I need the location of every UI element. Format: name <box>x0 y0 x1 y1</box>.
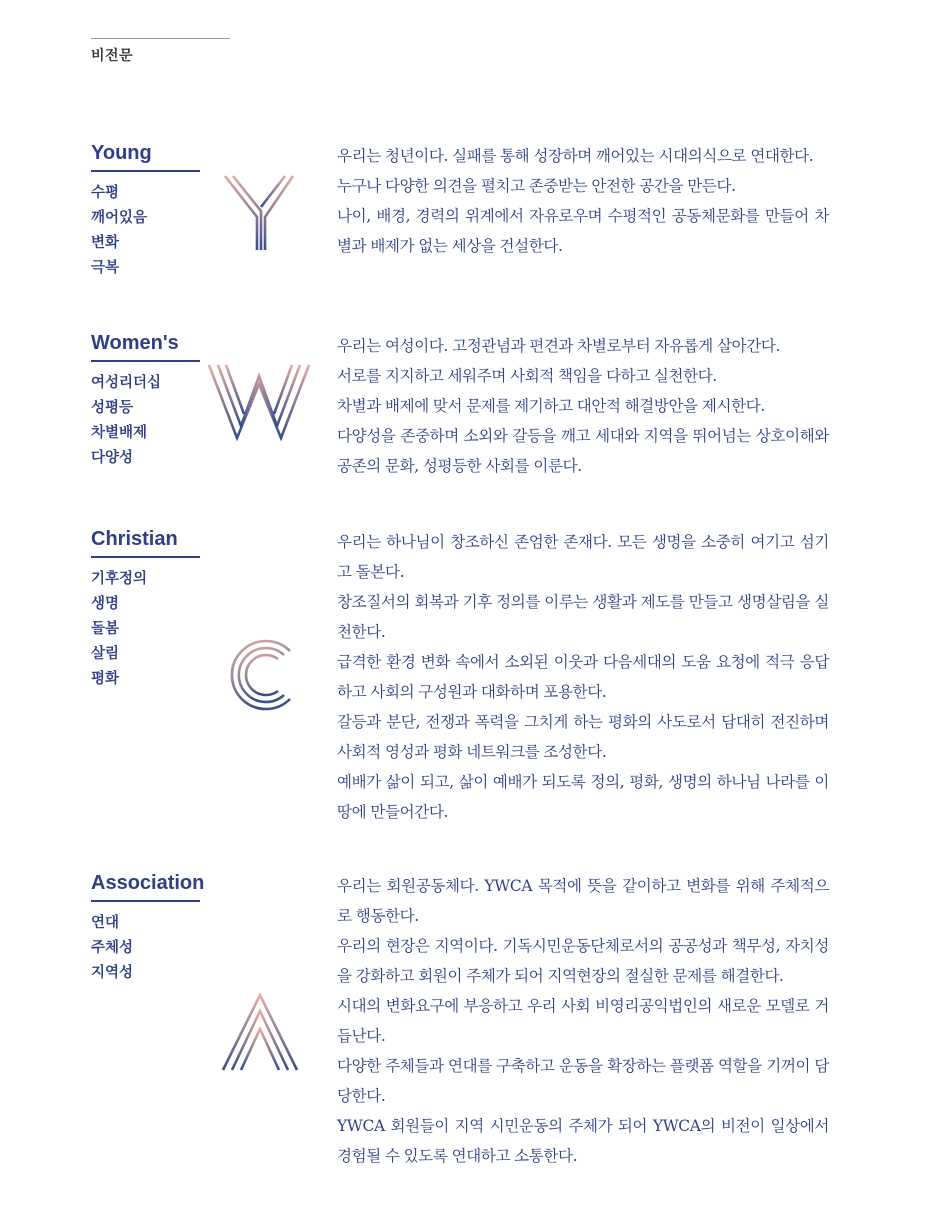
paragraph: 나이, 배경, 경력의 위계에서 자유로우며 수평적인 공동체문화를 만들어 차별과 배제가 없는 세상을 건설한다. <box>337 207 829 255</box>
keyword: 다양성 <box>91 450 134 466</box>
section-underline <box>91 900 200 902</box>
paragraph: 차별과 배제에 맞서 문제를 제기하고 대안적 해결방안을 제시한다. <box>337 397 765 415</box>
section-underline <box>91 170 200 172</box>
section-body <box>337 141 829 261</box>
paragraph: 창조질서의 회복과 기후 정의를 이루는 생활과 제도를 만들고 생명살림을 실천한다. <box>337 593 829 641</box>
section-title: Young <box>91 142 152 164</box>
section-body <box>337 527 829 827</box>
keyword: 여성리더십 <box>91 375 162 391</box>
paragraph: 우리는 청년이다. 실패를 통해 성장하며 깨어있는 시대의식으로 연대한다. <box>337 147 814 165</box>
keyword: 지역성 <box>91 965 134 981</box>
section-underline <box>91 556 200 558</box>
paragraph: 누구나 다양한 의견을 펼치고 존중받는 안전한 공간을 만든다. <box>337 177 736 195</box>
keyword: 수평 <box>91 185 120 201</box>
section-body <box>337 331 829 481</box>
paragraph: 우리는 하나님이 창조하신 존엄한 존재다. 모든 생명을 소중히 여기고 섬기고 돌본다. <box>337 533 829 581</box>
paragraph: 우리의 현장은 지역이다. 기독시민운동단체로서의 공공성과 책무성, 자치성을 강화하고 회원이 주체가 되어 지역현장의 절실한 문제를 해결한다. <box>337 937 829 985</box>
keyword: 성평등 <box>91 400 134 416</box>
w-monogram-icon <box>207 362 313 442</box>
section-title: Women's <box>91 332 179 354</box>
keyword: 생명 <box>91 596 120 612</box>
section-title: Association <box>91 872 205 894</box>
keyword-list <box>91 567 147 692</box>
paragraph: 예배가 삶이 되고, 삶이 예배가 되도록 정의, 평화, 생명의 하나님 나라를 이 땅에 만들어간다. <box>337 773 829 821</box>
keyword-list <box>91 181 147 281</box>
keyword: 돌봄 <box>91 621 120 637</box>
keyword: 연대 <box>91 915 120 931</box>
y-monogram-icon <box>221 173 297 253</box>
keyword: 주체성 <box>91 940 134 956</box>
keyword: 깨어있음 <box>91 210 148 226</box>
keyword: 살림 <box>91 646 120 662</box>
keyword: 기후정의 <box>91 571 148 587</box>
paragraph: 급격한 환경 변화 속에서 소외된 이웃과 다음세대의 도움 요청에 적극 응답하고 사회의 구성원과 대화하며 포용한다. <box>337 653 829 701</box>
paragraph: 다양성을 존중하며 소외와 갈등을 깨고 세대와 지역을 뛰어넘는 상호이해와 공존의 문화, 성평등한 사회를 이룬다. <box>337 427 829 475</box>
top-divider <box>91 38 230 39</box>
c-monogram-icon <box>224 637 296 713</box>
paragraph: 갈등과 분단, 전쟁과 폭력을 그치게 하는 평화의 사도로서 담대히 전진하며 사회적 영성과 평화 네트워크를 조성한다. <box>337 713 829 761</box>
keyword: 극복 <box>91 260 120 276</box>
paragraph: 우리는 회원공동체다. YWCA 목적에 뜻을 같이하고 변화를 위해 주체적으로 행동한다. <box>337 877 829 925</box>
keyword-list <box>91 371 161 471</box>
keyword: 변화 <box>91 235 120 251</box>
paragraph: 시대의 변화요구에 부응하고 우리 사회 비영리공익법인의 새로운 모델로 거듭난다. <box>337 997 829 1045</box>
section-title: Christian <box>91 528 178 550</box>
paragraph: 다양한 주체들과 연대를 구축하고 운동을 확장하는 플랫폼 역할을 기꺼이 담당한다. <box>337 1057 829 1105</box>
section-body <box>337 871 829 1171</box>
paragraph: 서로를 지지하고 세워주며 사회적 책임을 다하고 실천한다. <box>337 367 717 385</box>
a-monogram-icon <box>221 993 299 1073</box>
keyword: 차별배제 <box>91 425 148 441</box>
keyword: 평화 <box>91 671 120 687</box>
keyword-list <box>91 911 133 986</box>
paragraph: 우리는 여성이다. 고정관념과 편견과 차별로부터 자유롭게 살아간다. <box>337 337 781 355</box>
section-underline <box>91 360 200 362</box>
page-label: 비전문 <box>91 48 134 64</box>
paragraph: YWCA 회원들이 지역 시민운동의 주체가 되어 YWCA의 비전이 일상에서 경험될 수 있도록 연대하고 소통한다. <box>337 1117 829 1165</box>
